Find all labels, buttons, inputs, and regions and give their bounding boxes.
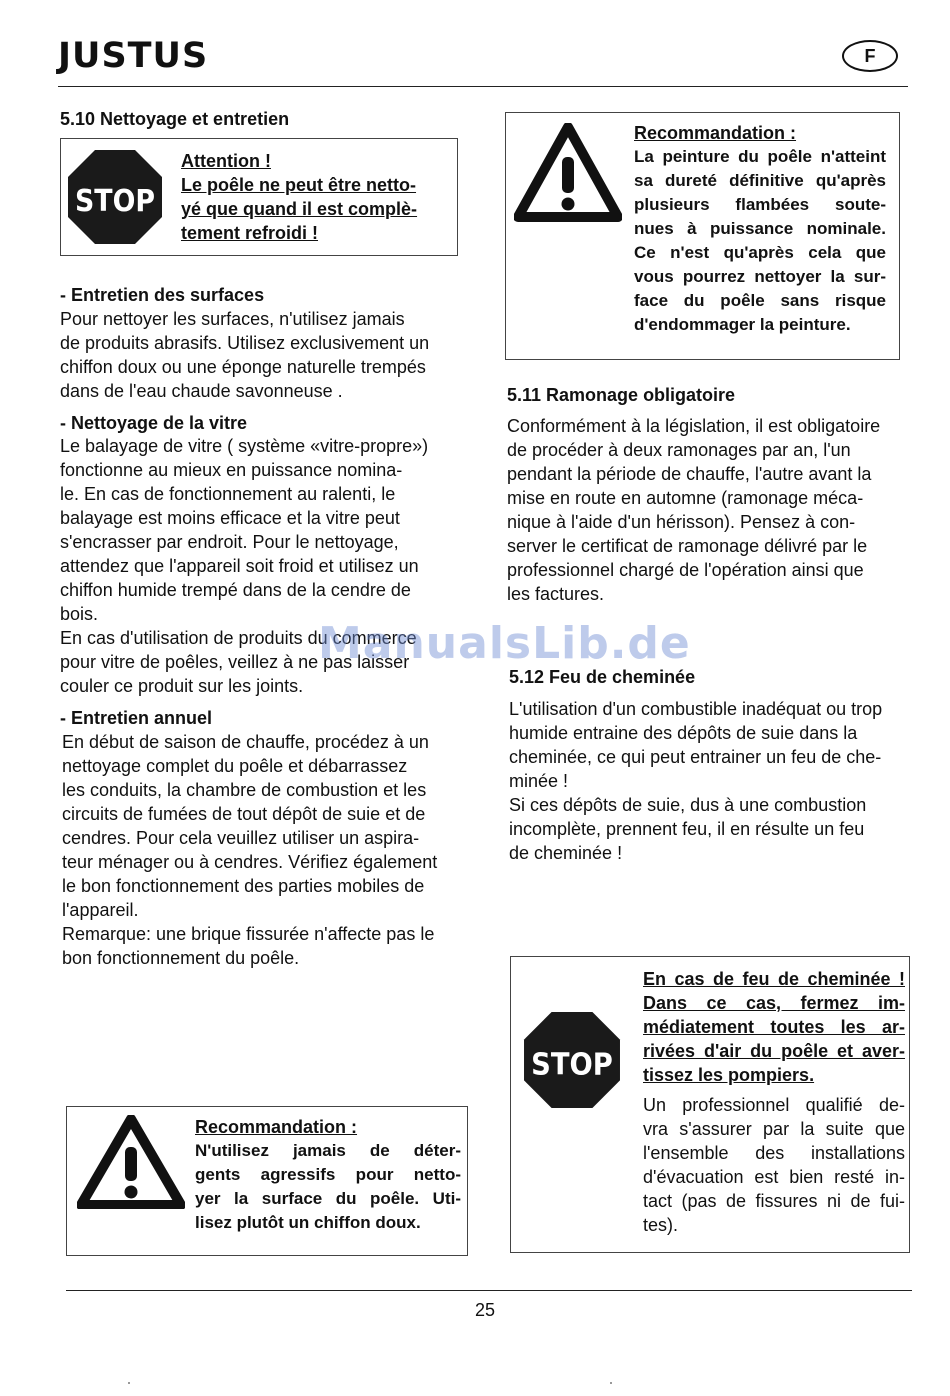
text-line: de produits abrasifs. Utilisez exclusivement un <box>60 333 430 353</box>
stop-fire-line: d'évacuation est bien resté in- <box>643 1167 905 1187</box>
annuel-paragraph <box>62 730 462 970</box>
stop-box-line: yé que quand il est complè- <box>181 199 418 219</box>
stop-fire-title-line: En cas de feu de cheminée ! <box>643 969 905 989</box>
stop-box-text <box>181 149 453 245</box>
recommendation-box-left <box>66 1106 468 1256</box>
stop-box-line: Le poêle ne peut être netto- <box>181 175 417 195</box>
reco-line: d'endommager la peinture. <box>634 315 851 334</box>
ramonage-paragraph <box>507 414 903 606</box>
text-line: attendez que l'appareil soit froid et utilisez un <box>60 556 419 576</box>
language-badge: F <box>842 40 898 72</box>
text-line: bois. <box>60 604 99 624</box>
text-line: de procéder à deux ramonages par an, l'un <box>507 440 851 460</box>
text-line: le bon fonctionnement des parties mobiles de <box>62 876 425 896</box>
text-line: chiffon doux ou une éponge naturelle trempés <box>60 357 426 377</box>
text-line: Si ces dépôts de suie, dus à une combustion <box>509 795 867 815</box>
text-line: de cheminée ! <box>509 843 623 863</box>
text-line: Conformément à la législation, il est obligatoire <box>507 416 881 436</box>
reco-left-text <box>195 1115 461 1235</box>
reco-right-text <box>634 121 886 337</box>
text-line: les factures. <box>507 584 605 604</box>
text-line: fonctionne au mieux en puissance nomina- <box>60 460 403 480</box>
footer-rule <box>66 1290 912 1291</box>
text-line: chiffon humide trempé dans de la cendre de <box>60 580 411 600</box>
heading-surfaces: - Entretien des surfaces <box>60 285 265 305</box>
section-title-5-11: 5.11 Ramonage obligatoire <box>507 385 736 405</box>
reco-line: face du poêle sans risque <box>634 291 886 310</box>
stop-fire-title-line: Dans ce cas, fermez im- <box>643 993 905 1013</box>
watermark: ManualsLib.de <box>318 618 691 669</box>
stop-fire-line: tes). <box>643 1215 679 1235</box>
stop-warning-box <box>60 138 458 256</box>
brand-logo: JUSTUS <box>58 36 209 76</box>
text-line: cendres. Pour cela veuillez utiliser un aspira- <box>62 828 420 848</box>
stop-sign-text: STOP <box>531 1047 613 1083</box>
text-line: Remarque: une brique fissurée n'affecte pas le <box>62 924 435 944</box>
text-line: En début de saison de chauffe, procédez à un <box>62 732 429 752</box>
reco-line: vous pourrez nettoyer la sur- <box>634 267 886 286</box>
text-line: le. En cas de fonctionnement au ralenti, le <box>60 484 396 504</box>
reco-line: sa dureté définitive qu'après <box>634 171 886 190</box>
stop-box-line: tement refroidi ! <box>181 223 319 243</box>
reco-line: yer la surface du poêle. Uti- <box>195 1189 461 1208</box>
scan-dot <box>610 1382 612 1384</box>
text-line: couler ce produit sur les joints. <box>60 676 304 696</box>
text-line: bon fonctionnement du poêle. <box>62 948 300 968</box>
stop-fire-line: vra s'assurer par la suite que <box>643 1119 905 1139</box>
text-line: Le balayage de vitre ( système «vitre-propre») <box>60 436 429 456</box>
reco-line: lisez plutôt un chiffon doux. <box>195 1213 421 1232</box>
text-line: minée ! <box>509 771 569 791</box>
stop-fire-box <box>510 956 910 1253</box>
warning-triangle-icon <box>514 123 622 223</box>
reco-title: Recommandation : <box>195 1117 358 1137</box>
header-rule <box>58 86 908 87</box>
section-title-5-10: 5.10 Nettoyage et entretien <box>60 109 290 129</box>
text-line: balayage est moins efficace et la vitre peut <box>60 508 400 528</box>
section-title-5-12: 5.12 Feu de cheminée <box>509 667 696 687</box>
text-line: s'encrasser par endroit. Pour le nettoyage, <box>60 532 399 552</box>
text-line: teur ménager ou à cendres. Vérifiez également <box>62 852 438 872</box>
stop-fire-line: tact (pas de fissures ni de fui- <box>643 1191 905 1211</box>
text-line: pour vitre de poêles, veillez à ne pas laisser <box>60 652 410 672</box>
recommendation-box-right <box>505 112 900 360</box>
stop-fire-title-line: rivées d'air du poêle et aver- <box>643 1041 905 1061</box>
text-line: dans de l'eau chaude savonneuse . <box>60 381 343 401</box>
reco-line: gents agressifs pour netto- <box>195 1165 461 1184</box>
stop-fire-title-line: tissez les pompiers. <box>643 1065 815 1085</box>
text-line: pendant la période de chauffe, l'autre avant la <box>507 464 872 484</box>
heading-vitre: - Nettoyage de la vitre <box>60 413 248 433</box>
reco-line: plusieurs flambées soute- <box>634 195 886 214</box>
stop-sign-icon <box>523 1011 621 1109</box>
text-line: En cas d'utilisation de produits du commerce <box>60 628 417 648</box>
text-line: humide entraine des dépôts de suie dans la <box>509 723 858 743</box>
reco-line: La peinture du poêle n'atteint <box>634 147 886 166</box>
stop-sign-text: STOP <box>75 184 155 219</box>
text-line: professionnel chargé de l'opération ainsi que <box>507 560 864 580</box>
reco-line: Ce n'est qu'après cela que <box>634 243 886 262</box>
reco-line: N'utilisez jamais de déter- <box>195 1141 461 1160</box>
stop-fire-text <box>643 967 905 1237</box>
scan-dot <box>128 1382 130 1384</box>
stop-fire-title-line: médiatement toutes les ar- <box>643 1017 905 1037</box>
stop-sign-icon <box>67 149 163 245</box>
reco-title: Recommandation : <box>634 123 797 143</box>
page-number: 25 <box>475 1300 496 1320</box>
text-line: server le certificat de ramonage délivré par le <box>507 536 868 556</box>
text-line: nettoyage complet du poêle et débarrassez <box>62 756 408 776</box>
text-line: mise en route en automne (ramonage méca- <box>507 488 864 508</box>
stop-box-title: Attention ! <box>181 151 271 171</box>
reco-line: nues à puissance nominale. <box>634 219 886 238</box>
text-line: nique à l'aide d'un hérisson). Pensez à con- <box>507 512 856 532</box>
feu-paragraph <box>509 697 905 865</box>
heading-annuel: - Entretien annuel <box>60 708 213 728</box>
surfaces-paragraph <box>60 307 458 403</box>
text-line: L'utilisation d'un combustible inadéquat ou trop <box>509 699 883 719</box>
text-line: Pour nettoyer les surfaces, n'utilisez jamais <box>60 309 405 329</box>
warning-triangle-icon <box>77 1115 185 1209</box>
text-line: l'appareil. <box>62 900 139 920</box>
text-line: les conduits, la chambre de combustion et les <box>62 780 427 800</box>
text-line: incomplète, prennent feu, il en résulte un feu <box>509 819 865 839</box>
stop-fire-line: Un professionnel qualifié de- <box>643 1095 905 1115</box>
stop-fire-line: l'ensemble des installations <box>643 1143 905 1163</box>
text-line: circuits de fumées de tout dépôt de suie et de <box>62 804 426 824</box>
text-line: cheminée, ce qui peut entrainer un feu de che- <box>509 747 882 767</box>
